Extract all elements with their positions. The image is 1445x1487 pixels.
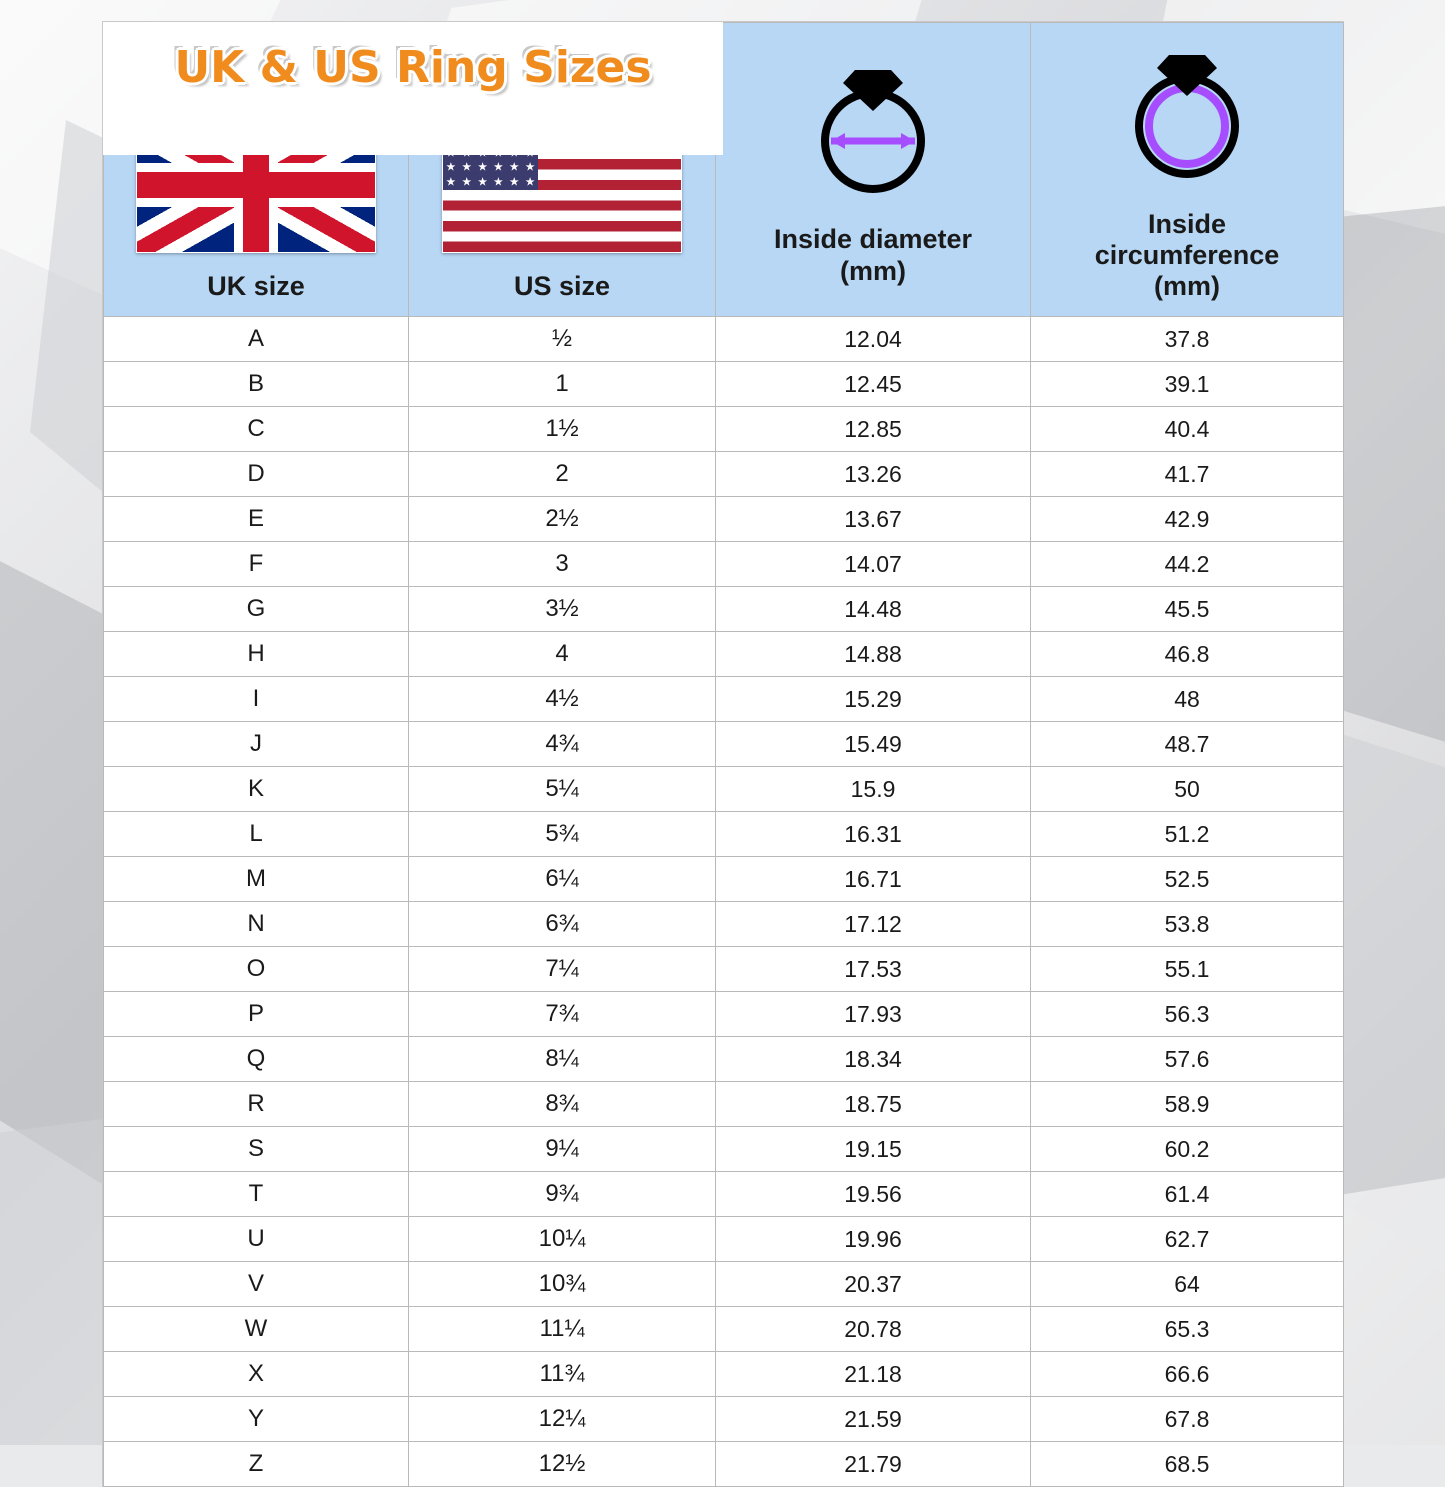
cell-us: 5¼ [409, 767, 716, 812]
cell-uk: B [104, 362, 409, 407]
cell-us: 7¾ [409, 992, 716, 1037]
table-row [104, 1217, 1344, 1262]
cell-uk: I [104, 677, 409, 722]
table-row [104, 857, 1344, 902]
column-header-inside-diameter [716, 23, 1031, 317]
cell-circumference: 53.8 [1031, 902, 1344, 947]
cell-circumference: 44.2 [1031, 542, 1344, 587]
cell-circumference: 48.7 [1031, 722, 1344, 767]
cell-diameter: 17.53 [716, 947, 1031, 992]
table-row [104, 1172, 1344, 1217]
cell-us: ½ [409, 317, 716, 362]
table-row [104, 1352, 1344, 1397]
cell-diameter: 19.96 [716, 1217, 1031, 1262]
cell-us: 11¾ [409, 1352, 716, 1397]
cell-circumference: 64 [1031, 1262, 1344, 1307]
cell-uk: R [104, 1082, 409, 1127]
cell-circumference: 50 [1031, 767, 1344, 812]
table-row [104, 1082, 1344, 1127]
table-row [104, 1397, 1344, 1442]
cell-circumference: 56.3 [1031, 992, 1344, 1037]
cell-uk: X [104, 1352, 409, 1397]
cell-uk: P [104, 992, 409, 1037]
cell-diameter: 17.12 [716, 902, 1031, 947]
ring-circumference-icon [1112, 38, 1262, 195]
cell-diameter: 15.9 [716, 767, 1031, 812]
cell-us: 3 [409, 542, 716, 587]
cell-uk: H [104, 632, 409, 677]
table-row [104, 407, 1344, 452]
cell-diameter: 12.04 [716, 317, 1031, 362]
cell-uk: C [104, 407, 409, 452]
table-row [104, 1037, 1344, 1082]
cell-diameter: 21.59 [716, 1397, 1031, 1442]
cell-circumference: 57.6 [1031, 1037, 1344, 1082]
table-row [104, 992, 1344, 1037]
cell-circumference: 65.3 [1031, 1307, 1344, 1352]
cell-uk: F [104, 542, 409, 587]
cell-us: 5¾ [409, 812, 716, 857]
cell-diameter: 19.15 [716, 1127, 1031, 1172]
cell-uk: Z [104, 1442, 409, 1487]
cell-us: 2 [409, 452, 716, 497]
cell-uk: S [104, 1127, 409, 1172]
cell-uk: J [104, 722, 409, 767]
cell-circumference: 67.8 [1031, 1397, 1344, 1442]
ring-size-table [103, 22, 1344, 1487]
column-header-label: Inside diameter (mm) [773, 224, 973, 286]
table-row [104, 497, 1344, 542]
cell-us: 8¾ [409, 1082, 716, 1127]
table-row [104, 452, 1344, 497]
table-row [104, 1262, 1344, 1307]
cell-diameter: 18.34 [716, 1037, 1031, 1082]
cell-circumference: 60.2 [1031, 1127, 1344, 1172]
cell-uk: K [104, 767, 409, 812]
table-row [104, 947, 1344, 992]
cell-diameter: 17.93 [716, 992, 1031, 1037]
cell-uk: O [104, 947, 409, 992]
cell-us: 4¾ [409, 722, 716, 767]
cell-us: 10¼ [409, 1217, 716, 1262]
cell-diameter: 14.07 [716, 542, 1031, 587]
table-row [104, 587, 1344, 632]
cell-uk: E [104, 497, 409, 542]
cell-us: 6¾ [409, 902, 716, 947]
cell-us: 6¼ [409, 857, 716, 902]
cell-uk: G [104, 587, 409, 632]
cell-us: 4 [409, 632, 716, 677]
table-row [104, 1127, 1344, 1172]
cell-diameter: 13.67 [716, 497, 1031, 542]
column-header-inside-circumference [1031, 23, 1344, 317]
cell-diameter: 18.75 [716, 1082, 1031, 1127]
cell-diameter: 16.71 [716, 857, 1031, 902]
cell-circumference: 52.5 [1031, 857, 1344, 902]
cell-uk: A [104, 317, 409, 362]
cell-circumference: 66.6 [1031, 1352, 1344, 1397]
cell-diameter: 20.37 [716, 1262, 1031, 1307]
cell-us: 9¼ [409, 1127, 716, 1172]
table-row [104, 902, 1344, 947]
cell-diameter: 21.79 [716, 1442, 1031, 1487]
table-row [104, 317, 1344, 362]
table-row [104, 812, 1344, 857]
cell-uk: N [104, 902, 409, 947]
cell-circumference: 68.5 [1031, 1442, 1344, 1487]
cell-us: 9¾ [409, 1172, 716, 1217]
cell-diameter: 15.49 [716, 722, 1031, 767]
cell-circumference: 40.4 [1031, 407, 1344, 452]
cell-diameter: 14.88 [716, 632, 1031, 677]
cell-diameter: 15.29 [716, 677, 1031, 722]
ring-size-chart [103, 22, 1343, 1487]
column-header-label: UK size [207, 270, 305, 301]
cell-circumference: 46.8 [1031, 632, 1344, 677]
cell-us: 12¼ [409, 1397, 716, 1442]
cell-us: 2½ [409, 497, 716, 542]
cell-us: 7¼ [409, 947, 716, 992]
ring-diameter-icon [798, 53, 948, 210]
table-row [104, 1307, 1344, 1352]
table-row [104, 362, 1344, 407]
cell-us: 1½ [409, 407, 716, 452]
cell-us: 3½ [409, 587, 716, 632]
cell-uk: Q [104, 1037, 409, 1082]
cell-circumference: 42.9 [1031, 497, 1344, 542]
cell-uk: L [104, 812, 409, 857]
cell-circumference: 55.1 [1031, 947, 1344, 992]
cell-circumference: 37.8 [1031, 317, 1344, 362]
cell-circumference: 62.7 [1031, 1217, 1344, 1262]
cell-diameter: 12.45 [716, 362, 1031, 407]
cell-diameter: 12.85 [716, 407, 1031, 452]
cell-circumference: 45.5 [1031, 587, 1344, 632]
cell-uk: Y [104, 1397, 409, 1442]
cell-circumference: 51.2 [1031, 812, 1344, 857]
cell-uk: M [104, 857, 409, 902]
cell-uk: W [104, 1307, 409, 1352]
us-flag-icon: ★ ★ ★ ★ ★ ★ ★ ★ ★ ★ ★ ★ [442, 117, 682, 253]
cell-uk: D [104, 452, 409, 497]
cell-uk: U [104, 1217, 409, 1262]
table-row [104, 1442, 1344, 1487]
table-body [104, 317, 1344, 1487]
table-row [104, 767, 1344, 812]
cell-circumference: 48 [1031, 677, 1344, 722]
cell-diameter: 19.56 [716, 1172, 1031, 1217]
cell-uk: V [104, 1262, 409, 1307]
table-row [104, 722, 1344, 767]
cell-diameter: 21.18 [716, 1352, 1031, 1397]
column-header-label: US size [513, 270, 611, 301]
cell-diameter: 13.26 [716, 452, 1031, 497]
cell-uk: T [104, 1172, 409, 1217]
cell-diameter: 16.31 [716, 812, 1031, 857]
cell-us: 8¼ [409, 1037, 716, 1082]
column-header-label: Inside circumference (mm) [1094, 208, 1280, 302]
cell-circumference: 39.1 [1031, 362, 1344, 407]
page-title: UK & US Ring Sizes [174, 42, 652, 93]
table-row [104, 632, 1344, 677]
cell-circumference: 61.4 [1031, 1172, 1344, 1217]
table-row [104, 542, 1344, 587]
cell-diameter: 14.48 [716, 587, 1031, 632]
cell-us: 1 [409, 362, 716, 407]
cell-us: 10¾ [409, 1262, 716, 1307]
cell-us: 4½ [409, 677, 716, 722]
table-row [104, 677, 1344, 722]
title-banner [103, 22, 723, 155]
cell-us: 12½ [409, 1442, 716, 1487]
cell-circumference: 58.9 [1031, 1082, 1344, 1127]
cell-diameter: 20.78 [716, 1307, 1031, 1352]
cell-circumference: 41.7 [1031, 452, 1344, 497]
cell-us: 11¼ [409, 1307, 716, 1352]
